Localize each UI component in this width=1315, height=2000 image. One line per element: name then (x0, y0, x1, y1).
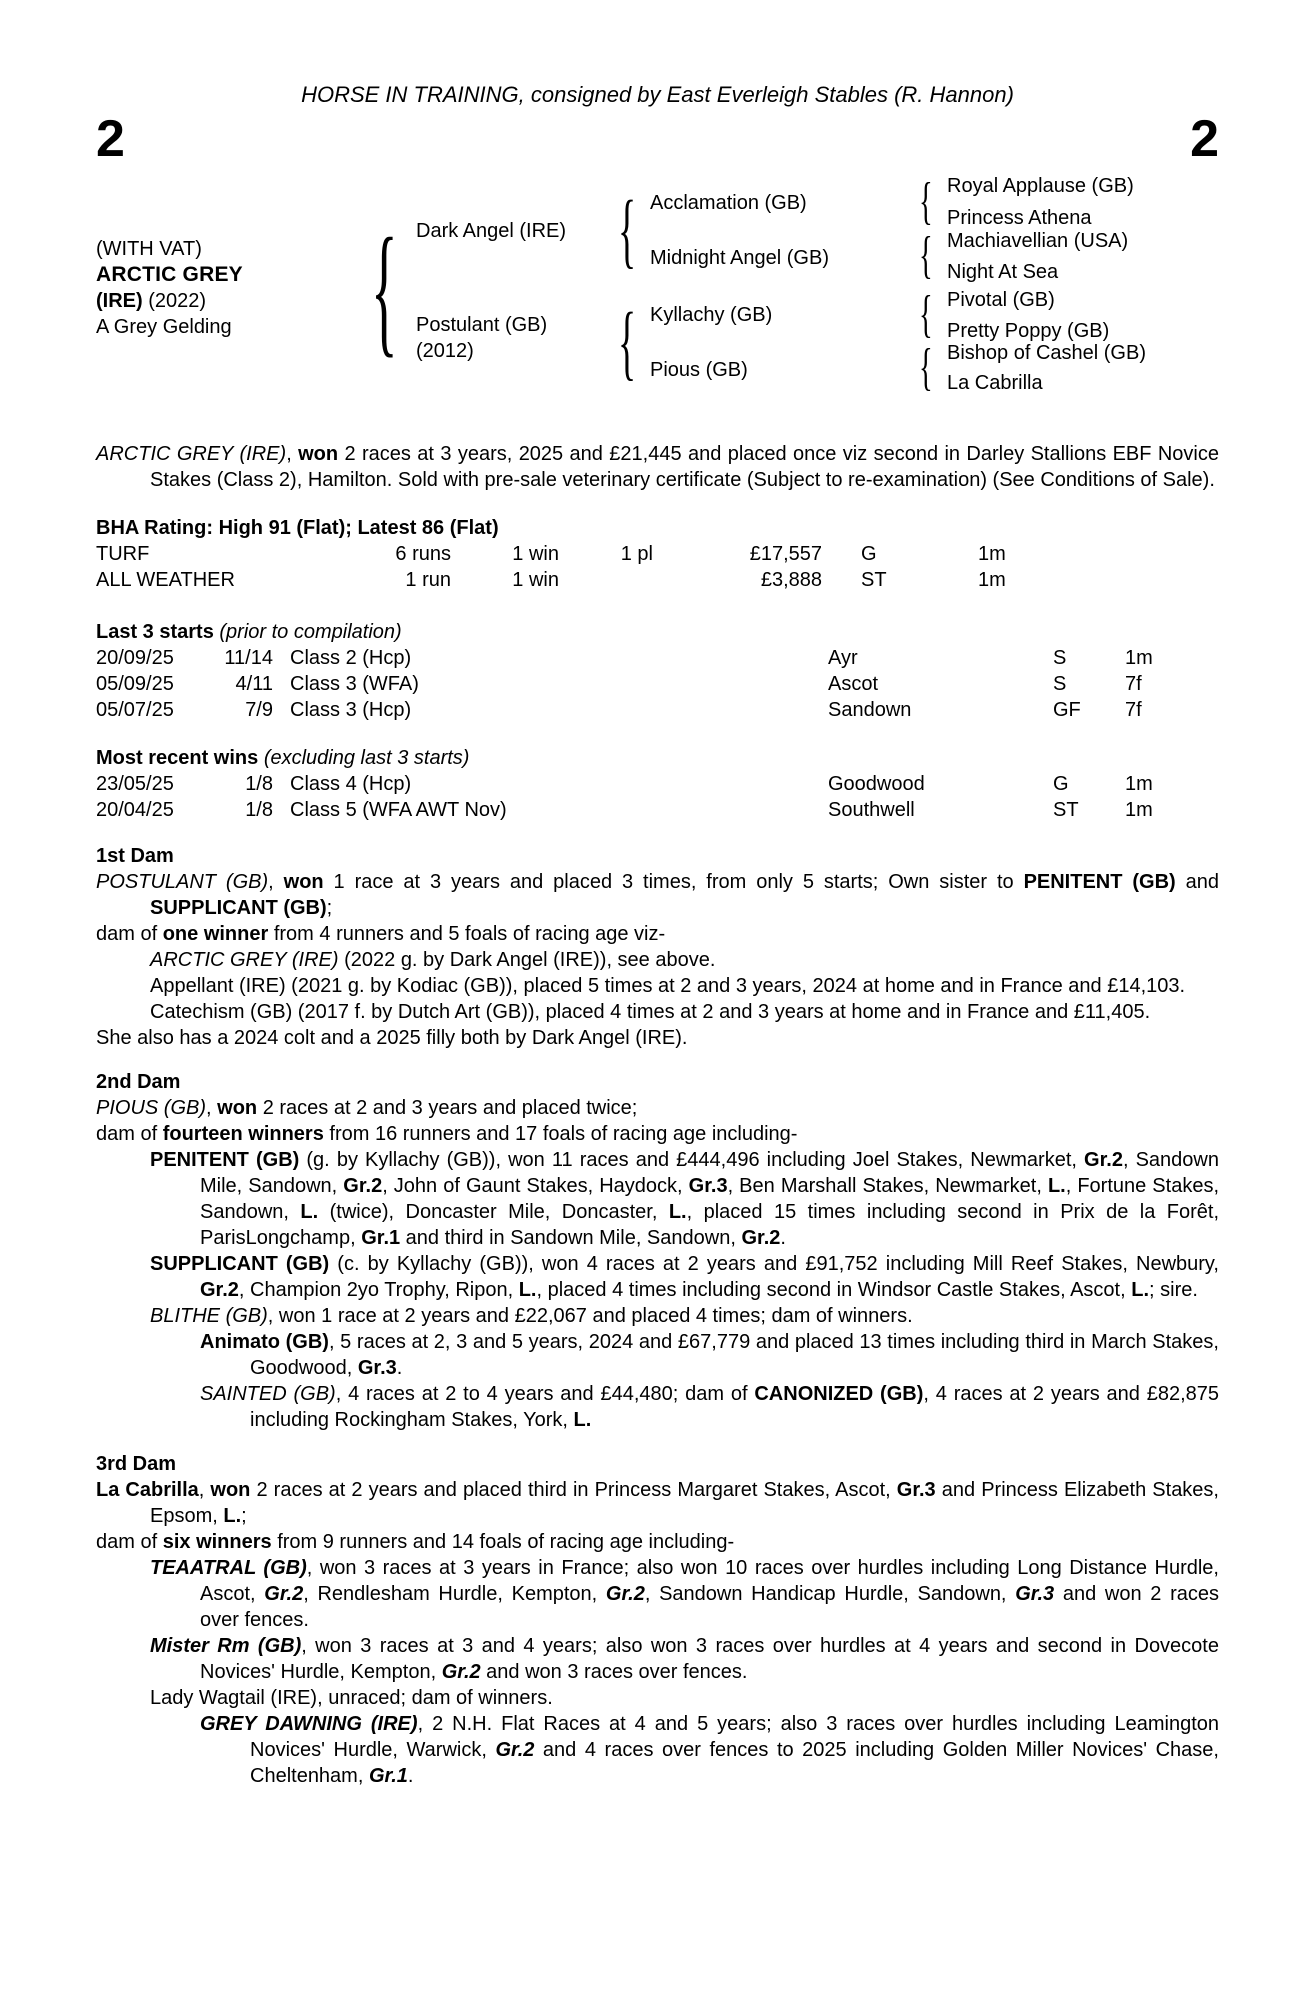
race-date: 05/07/25 (96, 699, 174, 721)
lot-row (96, 110, 1219, 168)
pedigree-tree (96, 172, 1219, 398)
horse-description: A Grey Gelding (96, 316, 232, 338)
race-date: 20/04/25 (96, 799, 174, 821)
race-course: Ayr (828, 647, 858, 669)
dam-name: Postulant (GB) (416, 314, 548, 336)
lot-number-left: 2 (96, 110, 125, 168)
dam-of-line: dam of fourteen winners from 16 runners and 17 foals of racing age including- (96, 1123, 798, 1145)
race-record-summary: ARCTIC GREY (IRE), won 2 races at 3 years, 2025 and £21,445 and placed once viz second in Darley Stallions EBF Novice Stakes (Class 2), Hamilton. Sold with pre-sale veterinary certificate (Subject to re-examination) (See Conditions of Sale). (96, 443, 1219, 491)
stats-row-all-weather (96, 567, 1219, 593)
race-class: Class 4 (Hcp) (290, 773, 412, 795)
race-position: 7/9 (245, 699, 273, 721)
race-course: Southwell (828, 799, 915, 821)
great-grandparent-7: Bishop of Cashel (GB) (947, 342, 1146, 364)
race-distance: 7f (1125, 673, 1142, 695)
race-class: Class 3 (Hcp) (290, 699, 412, 721)
grandsire-1: Acclamation (GB) (650, 192, 807, 214)
race-distance: 1m (1125, 799, 1153, 821)
race-distance: 7f (1125, 699, 1142, 721)
race-position: 1/8 (245, 799, 273, 821)
progeny-entry: ARCTIC GREY (IRE) (2022 g. by Dark Angel (IRE)), see above. (150, 949, 716, 971)
race-position: 11/14 (224, 647, 273, 669)
second-dam-heading: 2nd Dam (96, 1071, 181, 1093)
dam-year: (2012) (416, 340, 474, 362)
stat-places: 1 pl (620, 543, 653, 565)
race-distance: 1m (1125, 647, 1153, 669)
race-class: Class 3 (WFA) (290, 673, 419, 695)
race-course: Ascot (828, 673, 879, 695)
stat-distance: 1m (978, 569, 1006, 591)
third-dam-heading: 3rd Dam (96, 1453, 177, 1475)
progeny-entry: SAINTED (GB), 4 races at 2 to 4 years and £44,480; dam of CANONIZED (GB), 4 races at 2 years and £82,875 including Rockingham Stakes, York, L. (200, 1383, 1220, 1431)
progeny-entry: Lady Wagtail (IRE), unraced; dam of winners. (150, 1687, 553, 1709)
great-grandparent-1: Royal Applause (GB) (947, 175, 1134, 197)
pedigree-brace-sire: { (618, 184, 637, 277)
dam-record: PIOUS (GB), won 2 races at 2 and 3 years and placed twice; (96, 1097, 638, 1119)
dam-note: She also has a 2024 colt and a 2025 filly both by Dark Angel (IRE). (96, 1027, 688, 1049)
race-date: 05/09/25 (96, 673, 174, 695)
horse-suffix-year: (IRE) (2022) (96, 290, 207, 312)
race-going: G (1053, 773, 1069, 795)
race-course: Goodwood (828, 773, 925, 795)
great-grandparent-4: Night At Sea (947, 261, 1059, 283)
race-row (96, 771, 1219, 797)
first-dam-heading: 1st Dam (96, 845, 174, 867)
stat-wins: 1 win (512, 543, 559, 565)
race-class: Class 5 (WFA AWT Nov) (290, 799, 507, 821)
race-row (96, 671, 1219, 697)
stat-wins: 1 win (512, 569, 559, 591)
last-3-starts-section (96, 619, 1219, 723)
most-recent-wins-section (96, 745, 1219, 823)
great-grandparent-2: Princess Athena (947, 207, 1092, 229)
progeny-entry: Catechism (GB) (2017 f. by Dutch Art (GB)), placed 4 times at 2 and 3 years at home and in France and £11,405. (150, 1001, 1151, 1023)
stat-distance: 1m (978, 543, 1006, 565)
last-3-starts-heading: Last 3 starts (prior to compilation) (96, 621, 402, 643)
progeny-entry: BLITHE (GB), won 1 race at 2 years and £22,067 and placed 4 times; dam of winners. (150, 1305, 913, 1327)
rating-section (96, 515, 1219, 593)
horse-name-block (96, 236, 243, 340)
pedigree-brace-gg1: { (919, 173, 933, 230)
race-row (96, 797, 1219, 823)
race-going: ST (1053, 799, 1079, 821)
dam-record: POSTULANT (GB), won 1 race at 3 years and placed 3 times, from only 5 starts; Own sister to PENITENT (GB) and SUPPLICANT (GB); (96, 871, 1219, 919)
pedigree-brace-gg4: { (919, 339, 933, 396)
race-date: 23/05/25 (96, 773, 174, 795)
great-grandparent-5: Pivotal (GB) (947, 289, 1055, 311)
race-class: Class 2 (Hcp) (290, 647, 412, 669)
stat-earnings: £3,888 (760, 569, 822, 591)
with-vat-label: (WITH VAT) (96, 238, 202, 260)
stat-going: ST (861, 569, 887, 591)
most-recent-wins-heading: Most recent wins (excluding last 3 starts) (96, 747, 470, 769)
stats-row-turf (96, 541, 1219, 567)
race-row (96, 697, 1219, 723)
sire-name: Dark Angel (IRE) (416, 220, 567, 242)
granddam-2: Pious (GB) (650, 359, 748, 381)
race-date: 20/09/25 (96, 647, 174, 669)
pedigree-brace-gg3: { (919, 286, 933, 343)
progeny-entry: Appellant (IRE) (2021 g. by Kodiac (GB)), placed 5 times at 2 and 3 years, 2024 at home and in France and £14,103. (150, 975, 1186, 997)
great-grandparent-6: Pretty Poppy (GB) (947, 320, 1110, 342)
lot-number-right: 2 (1190, 110, 1219, 168)
second-dam-section (96, 1069, 1219, 1433)
stat-going: G (861, 543, 877, 565)
dam-record: La Cabrilla, won 2 races at 2 years and placed third in Princess Margaret Stakes, Ascot, Gr.3 and Princess Elizabeth Stakes, Epsom, L.; (96, 1479, 1219, 1527)
race-position: 1/8 (245, 773, 273, 795)
race-row (96, 645, 1219, 671)
stat-runs: 1 run (405, 569, 451, 591)
progeny-entry: Animato (GB), 5 races at 2, 3 and 5 years, 2024 and £67,779 and placed 13 times including third in March Stakes, Goodwood, Gr.3. (200, 1331, 1219, 1379)
progeny-entry: TEAATRAL (GB), won 3 races at 3 years in France; also won 10 races over hurdles including Long Distance Hurdle, Ascot, Gr.2, Rendlesham Hurdle, Kempton, Gr.2, Sandown Handicap Hurdle, Sandown, Gr.3 and won 2 races over fences. (150, 1557, 1219, 1631)
progeny-entry: GREY DAWNING (IRE), 2 N.H. Flat Races at 4 and 5 years; also 3 races over hurdles including Leamington Novices' Hurdle, Warwick, Gr.2 and 4 races over fences to 2025 including Golden Miller Novices' Chase, Cheltenham, Gr.1. (200, 1713, 1219, 1787)
grandsire-2: Kyllachy (GB) (650, 304, 773, 326)
stat-surface: TURF (96, 543, 150, 565)
dam-name-block (416, 312, 547, 364)
race-course: Sandown (828, 699, 912, 721)
great-grandparent-8: La Cabrilla (947, 372, 1043, 394)
granddam-1: Midnight Angel (GB) (650, 247, 829, 269)
stat-earnings: £17,557 (749, 543, 822, 565)
race-going: S (1053, 647, 1067, 669)
progeny-entry: PENITENT (GB) (g. by Kyllachy (GB)), won 11 races and £444,496 including Joel Stakes, Newmarket, Gr.2, Sandown Mile, Sandown, Gr.2, John of Gaunt Stakes, Haydock, Gr.3, Ben Marshall Stakes, Newmarket, L., Fortune Stakes, Sandown, L. (twice), Doncaster Mile, Doncaster, L., placed 15 times including second in Prix de la Forêt, ParisLongchamp, Gr.1 and third in Sandown Mile, Sandown, Gr.2. (150, 1149, 1219, 1249)
great-grandparent-3: Machiavellian (USA) (947, 230, 1129, 252)
page-title: HORSE IN TRAINING, consigned by East Everleigh Stables (R. Hannon) (301, 82, 1014, 107)
dam-of-line: dam of six winners from 9 runners and 14 foals of racing age including- (96, 1531, 735, 1553)
pedigree-brace-dam: { (618, 296, 637, 389)
race-position: 4/11 (235, 673, 273, 695)
dam-of-line: dam of one winner from 4 runners and 5 foals of racing age viz- (96, 923, 666, 945)
race-distance: 1m (1125, 773, 1153, 795)
race-going: S (1053, 673, 1067, 695)
race-going: GF (1053, 699, 1081, 721)
pedigree-brace-main: { (371, 208, 398, 370)
progeny-entry: SUPPLICANT (GB) (c. by Kyllachy (GB)), won 4 races at 2 years and £91,752 including Mill Reef Stakes, Newbury, Gr.2, Champion 2yo Trophy, Ripon, L., placed 4 times including second in Windsor Castle Stakes, Ascot, L.; sire. (150, 1253, 1219, 1301)
pedigree-brace-gg2: { (919, 227, 933, 284)
third-dam-section (96, 1451, 1219, 1789)
progeny-entry: Mister Rm (GB), won 3 races at 3 and 4 years; also won 3 races over hurdles at 4 years and second in Dovecote Novices' Hurdle, Kempton, Gr.2 and won 3 races over fences. (150, 1635, 1219, 1683)
first-dam-section (96, 843, 1219, 1051)
bha-rating-heading: BHA Rating: High 91 (Flat); Latest 86 (Flat) (96, 517, 499, 539)
horse-name: ARCTIC GREY (96, 263, 243, 286)
stat-runs: 6 runs (395, 543, 451, 565)
stat-surface: ALL WEATHER (96, 569, 235, 591)
